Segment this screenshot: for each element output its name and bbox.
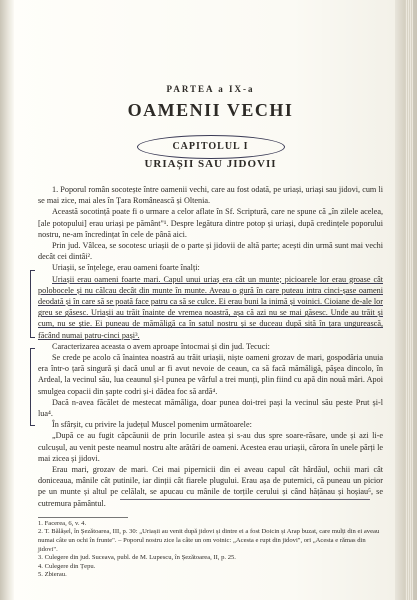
footnote: 3. Culegere din jud. Suceava, publ. de M. Lupescu, în Șezătoarea, II, p. 25. (38, 554, 236, 562)
footnote: 5. Zbierau. (38, 571, 67, 579)
paragraph: Dacă n-avea făcălet de mestecat mămăliga, doar punea doi-trei pași la vecinul său peste Prut și-l lua⁴. (38, 397, 383, 419)
part-title: OAMENII VECHI (127, 100, 294, 120)
paragraph: Prin jud. Vâlcea, se socotesc uriașii de o parte și jidovii de altă parte; acești din urmă sunt mai vechi decât cei dintâi². (38, 241, 383, 262)
paragraph: 1. Poporul român socotește între oamenii vechi, care au fost odată, pe uriași, uriași sau jidovi, cum li se mai zice, mai ales în Țara Românească și Oltenia. (38, 185, 383, 206)
paragraph: Uriașii, se înțelege, erau oameni foarte înalți: (52, 263, 200, 273)
margin-bracket (30, 348, 35, 426)
chapter-subtitle: URIAȘII SAU JIDOVII (144, 158, 277, 170)
part-label: PARTEA a IX-a (166, 84, 255, 94)
paragraph: „După ce au fugit căpcăunii de prin locurile astea și s-au dus spre soare-răsare, unde și azi li-e culcușul, au venit peste neamul nostru alte arătări de oameni. Acestea erau uriașii, cărora în unele părți le mai zicea și jidovi. (38, 431, 383, 463)
chapter-label-box (151, 141, 271, 152)
book-gutter (0, 0, 14, 600)
paragraph: În sfârșit, cu privire la județul Muscel pomenim următoarele: (52, 420, 252, 430)
paragraph: Se crede pe acolo că înaintea noastră au trăit uriașii, niște oameni grozav de mari, gospodăria unuia era într-o țară singură și dacă unul ar fi avut nevoie de ceaun, ca să facă mămăligă, păşea dincolo, în Ardeal, la vecinul său, lua ceaunul și-l punea pe vârful a trei munți, plin fiind cu apă din nouă mări. Apoi smulgea copacii din șapte codri și-i dădea foc să ardă⁴. (38, 353, 383, 396)
paragraph: Uriașii erau oameni foarte mari. Capul unui uriaș era cât un munte; picioarele lor erau groase cât polobocele și nu călcau decât din munte în munte. Aveau o gură în care puteau intra cinci-șase oameni deodată și în care să se poată face patru ca să se culce. Ei erau buni la inimă și voinici. Cioiane de-ale lor greu se găsesc. Uriașii au trăit înainte de vremea noastră, așa că azi nu se mai găsesc. Unde au trăit și cum, nu se știe. Ei puneau de mămăligă ca în satul nostru și se duceau după sită în țara ungurească, făcând numai patru-cinci pași³. (38, 274, 383, 340)
paragraph: Caracterizarea aceasta o avem aproape întocmai și din jud. Tecuci: (52, 341, 270, 351)
margin-bracket (30, 270, 35, 338)
paragraph: Erau mari, grozav de mari. Cei mai pipernicii din ei aveau capul cât hârdăul, ochii mari cât doniceaua, mânile cât putinile, iar dinții cât fiarele plugului. Erau așa de puternici, că puneau un picior pe un munte și altul pe celălalt, se apucau cu mânile de torțile cerului și când hățănau și hoșiau⁵, se cutremura pământul. (38, 465, 383, 508)
handwritten-line (120, 499, 370, 500)
page-content (38, 8, 383, 580)
page-edges (395, 0, 417, 600)
chapter-label: CAPITOLUL I (172, 141, 249, 152)
footnote: 2. T. Bălășel, în Șezătoarea, III, p. 30: „Uriașii au venit după jidovi și dintre ei a fost Doicin și Arap buzat, care mulți din ei aveau numai câte un ochi în frunte". – Poporul nostru zice la câte un om voinic: „Acesta e rupt din jidovi", ori „Acesta e rămas din jidovi". (38, 528, 380, 553)
handwritten-circle (137, 135, 285, 159)
paragraph: Această socotință poate fi o urmare a celor aflate în Sf. Scriptură, care ne spune că „în zilele acelea, [ale potopului] erau uriași pe pământ"¹. Despre legătura dintre potop și uriași, după credințele poporului nostru, ne-am încredințat în cele de până aici. (38, 207, 383, 239)
footnote: 4. Culegere din Țepu. (38, 562, 96, 570)
footnote: 1. Facerea, 6, v. 4. (38, 519, 87, 527)
body-text (38, 184, 383, 509)
